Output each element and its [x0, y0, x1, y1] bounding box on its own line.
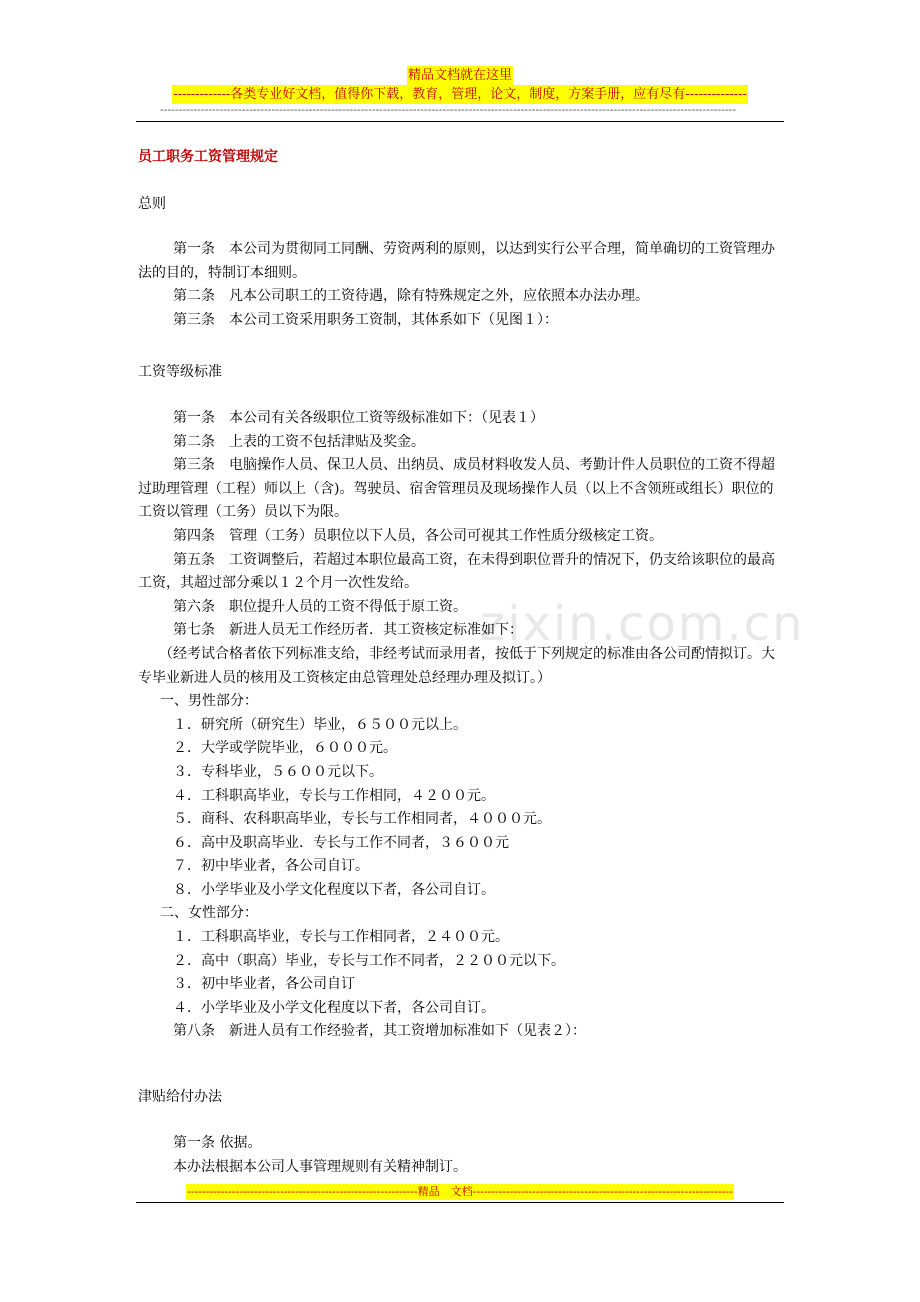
male-heading: 一、男性部分： — [160, 693, 258, 710]
header-title: 精品文档就在这里 — [407, 68, 512, 83]
section3-article-1: 第一条 依据。 — [173, 1135, 262, 1151]
section2-body — [138, 407, 784, 1044]
section3-text: 本办法根据本公司人事管理规则有关精神制订。 — [173, 1158, 467, 1175]
page-header — [0, 66, 920, 104]
section2-note: （经考试合格者依下列标准支给，非经考试而录用者，按低于下列规定的标准由各公司酌情拟订。大专毕业新进人员的核用及工资核定由总管理处总经理办理及拟订。） — [138, 645, 775, 686]
female-heading: 二、女性部分： — [160, 905, 258, 922]
male-item: １．研究所（研究生）毕业，６５００元以上。 — [173, 716, 467, 733]
section2-article-6: 第六条 职位提升人员的工资不得低于原工资。 — [173, 598, 467, 615]
document-title: 员工职务工资管理规定 — [138, 149, 278, 165]
section2-article-7: 第七条 新进人员无工作经历者．其工资核定标准如下： — [173, 622, 523, 639]
page-footer — [0, 1183, 920, 1200]
female-item: １．工科职高毕业，专长与工作相同者，２４００元。 — [173, 929, 509, 946]
section3-body — [138, 1132, 784, 1179]
male-item: ４．工科职高毕业，专长与工作相同，４２００元。 — [173, 787, 495, 804]
section1-article-2: 第二条 凡本公司职工的工资待遇，除有特殊规定之外，应依照本办法办理。 — [173, 288, 649, 305]
section2-article-2: 第二条 上表的工资不包括津贴及奖金。 — [173, 433, 425, 450]
male-item: ７．初中毕业者，各公司自订。 — [173, 858, 369, 875]
male-item: ５．商科、农科职高毕业，专长与工作相同者，４０００元。 — [173, 811, 551, 828]
male-item: ８．小学毕业及小学文化程度以下者，各公司自订。 — [173, 881, 495, 898]
footer-rule — [136, 1202, 784, 1203]
section2-article-4: 第四条 管理（工务）员职位以下人员，各公司可视其工作性质分级核定工资。 — [173, 527, 663, 544]
section1-body — [138, 238, 784, 332]
male-item: ６．高中及职高毕业．专长与工作不同者，３６００元 — [173, 834, 509, 851]
female-item: ２．高中（职高）毕业，专长与工作不同者，２２００元以下。 — [173, 952, 565, 969]
section2-article-8: 第八条 新进人员有工作经验者，其工资增加标准如下（见表２）： — [173, 1023, 586, 1040]
section-heading-allowance: 津贴给付办法 — [138, 1089, 222, 1105]
section2-article-5: 第五条 工资调整后，若超过本职位最高工资，在未得到职位晋升的情况下，仍支给该职位的最高工资，其超过部分乘以１２个月一次性发给。 — [138, 551, 775, 592]
header-dashes: ----------------------------------------------------------------------------------------------------------------------------------------------------------- — [160, 103, 737, 116]
header-rule — [136, 121, 784, 122]
female-item: ４．小学毕业及小学文化程度以下者，各公司自订。 — [173, 999, 495, 1016]
section2-article-3: 第三条 电脑操作人员、保卫人员、出纳员、成员材料收发人员、考勤计件人员职位的工资不得超过助理管理（工程）师以上（含)。驾驶员、宿舍管理员及现场操作人员（以上不含领班或组长）职位的工资以管理（工务）员以下为限。 — [138, 457, 775, 521]
section1-article-3: 第三条 本公司工资采用职务工资制，其体系如下（见图１）： — [173, 311, 558, 328]
male-item: ２．大学或学院毕业，６０００元。 — [173, 740, 397, 757]
watermark: zixin.com.cn — [480, 596, 805, 652]
male-item: ３．专科毕业，５６００元以下。 — [173, 763, 383, 780]
female-item: ３．初中毕业者，各公司自订 — [173, 976, 355, 993]
section2-article-1: 第一条 本公司有关各级职位工资等级标准如下：（见表１） — [173, 410, 544, 426]
header-banner: -------------各类专业好文档，值得你下载，教育，管理，论文，制度，方案手册，应有尽有-------------- — [173, 87, 747, 102]
section-heading-salary-grades: 工资等级标准 — [138, 364, 222, 380]
section-heading-general: 总则 — [138, 196, 166, 212]
footer-banner: --------------------------------------------------------------精品 文档---------------------------------------------------------------------- — [187, 1185, 733, 1198]
section1-article-1: 第一条 本公司为贯彻同工同酬、劳资两利的原则，以达到实行公平合理，简单确切的工资管理办法的目的，特制订本细则。 — [138, 241, 775, 281]
